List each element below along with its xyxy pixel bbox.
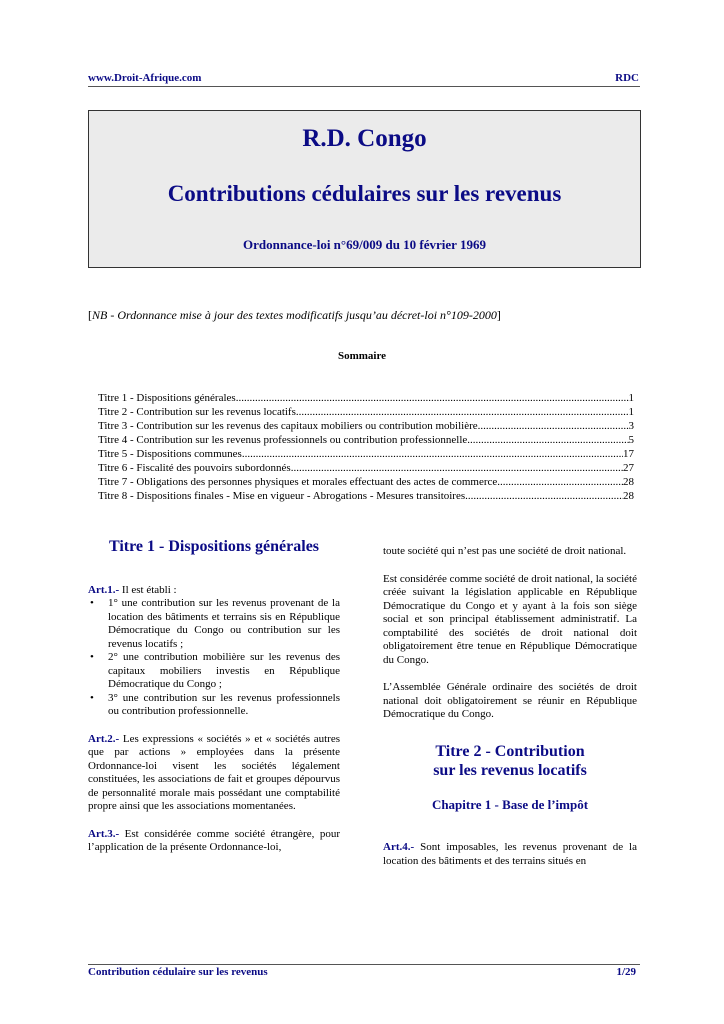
- art1-label: Art.1.-: [88, 583, 120, 596]
- toc-item[interactable]: Titre 8 - Dispositions finales - Mise en vigueur - Abrogations - Mesures transitoires ..... 28: [98, 490, 634, 504]
- right-column: [383, 545, 637, 882]
- document-subtitle: Ordonnance-loi n°69/009 du 10 février 1969: [243, 237, 486, 252]
- left-column: [88, 540, 340, 869]
- toc-item[interactable]: Titre 6 - Fiscalité des pouvoirs subordonnés ..... 27: [98, 462, 634, 476]
- art4-label: Art.4.-: [383, 841, 415, 853]
- footer-divider: [88, 964, 640, 965]
- art1-paragraph: Art.1.- Il est établi :: [88, 583, 177, 596]
- document-title: Contributions cédulaires sur les revenus: [167, 181, 562, 206]
- paragraph: L’Assemblée Générale ordinaire des sociétés de droit national doit obligatoirement se réunir en République Démocratique du Congo.: [383, 681, 637, 720]
- titre1-heading: Titre 1 - Dispositions générales: [108, 538, 320, 555]
- list-item: • 1° une contribution sur les revenus provenant de la location des bâtiments et terrains sis en République Démocratique du Congo ou contribution sur les revenus locatifs ;: [88, 597, 340, 651]
- title-box: [88, 110, 641, 268]
- art3-label: Art.3.-: [88, 827, 120, 840]
- footer-title: Contribution cédulaire sur les revenus: [88, 966, 268, 978]
- list-item: • 2° une contribution mobilière sur les revenus des capitaux mobiliers investis en République Démocratique du Congo ;: [88, 651, 340, 692]
- toc-item[interactable]: Titre 4 - Contribution sur les revenus professionnels ou contribution professionnelle ..... 5: [98, 434, 634, 448]
- titre2-heading: Titre 2 - Contribution sur les revenus locatifs: [433, 742, 587, 779]
- table-of-contents: [98, 392, 634, 504]
- art2-paragraph: Art.2.- Les expressions « sociétés » et « sociétés autres que par actions » employées dans la présente Ordonnance-loi visent les sociétés légalement constituées, les associations de fait et groupes dépourvus de personnalité morale mais possédant une comptabilité propre ainsi que les associations momentanées.: [88, 732, 340, 812]
- art1-list: [88, 597, 340, 719]
- art3-paragraph: Art.3.- Est considérée comme société étrangère, pour l’application de la présente Ordonnance-loi,: [88, 827, 340, 853]
- toc-item[interactable]: Titre 7 - Obligations des personnes physiques et morales effectuant des actes de commerce ..... 28: [98, 476, 634, 490]
- list-item: • 3° une contribution sur les revenus professionnels ou contribution professionnelle.: [88, 692, 340, 719]
- art2-label: Art.2.-: [88, 732, 120, 745]
- art4-paragraph: Art.4.- Sont imposables, les revenus provenant de la location des bâtiments et des terrains situés en: [383, 841, 637, 867]
- header-country: RDC: [615, 72, 639, 84]
- header-site-link[interactable]: www.Droit-Afrique.com: [88, 72, 202, 84]
- header-divider: [88, 86, 640, 87]
- chapitre-heading: Chapitre 1 - Base de l’impôt: [431, 796, 589, 812]
- page-number: 1/29: [616, 966, 636, 978]
- paragraph: Est considérée comme société de droit national, la société créée suivant la législation applicable en République Démocratique du Congo et y ayant à la fois son siège social et son principal établissement administratif. La comptabilité des sociétés de droit national doit obligatoirement être tenue en République Démocratique du Congo.: [383, 572, 637, 666]
- sommaire-heading: Sommaire: [337, 350, 387, 362]
- nb-note: [NB - Ordonnance mise à jour des textes modificatifs jusqu’au décret-loi n°109-2000]: [88, 308, 501, 322]
- country-title: R.D. Congo: [302, 125, 427, 152]
- toc-item[interactable]: Titre 3 - Contribution sur les revenus des capitaux mobiliers ou contribution mobilière ..... 3: [98, 420, 634, 434]
- toc-item[interactable]: Titre 1 - Dispositions générales ..... 1: [98, 392, 634, 406]
- paragraph: toute société qui n’est pas une société de droit national.: [383, 545, 627, 557]
- toc-item[interactable]: Titre 2 - Contribution sur les revenus locatifs ..... 1: [98, 406, 634, 420]
- toc-item[interactable]: Titre 5 - Dispositions communes ..... 17: [98, 448, 634, 462]
